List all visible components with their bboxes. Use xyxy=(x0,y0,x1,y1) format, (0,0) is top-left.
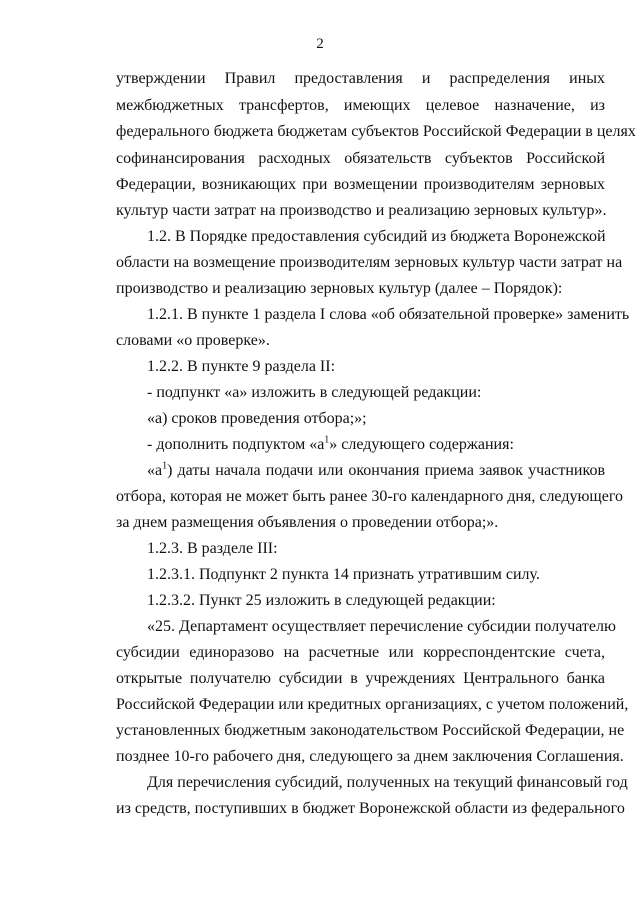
text-fragment: » следующего содержания: xyxy=(329,436,514,453)
text-line: установленных бюджетным законодательством Российской Федерации, не xyxy=(116,722,625,739)
text-line: субсидии единоразово на расчетные или корреспондентские счета, xyxy=(116,644,605,661)
text-line: Российской Федерации или кредитных организациях, с учетом положений, xyxy=(116,696,629,713)
text-line xyxy=(147,461,605,481)
text-fragment: ) даты начала подачи или окончания приема заявок участников xyxy=(167,462,605,479)
text-line: из средств, поступивших в бюджет Воронежской области из федерального xyxy=(116,800,625,817)
text-line: межбюджетных трансфертов, имеющих целевое назначение, из xyxy=(116,97,605,114)
text-fragment: «а xyxy=(147,462,163,479)
text-line: отбора, которая не может быть ранее 30-го календарного дня, следующего xyxy=(116,488,623,505)
text-line: культур части затрат на производство и реализацию зерновых культур». xyxy=(116,202,607,219)
text-line: Для перечисления субсидий, полученных на текущий финансовый год xyxy=(147,774,628,791)
text-line: 1.2. В Порядке предоставления субсидий из бюджета Воронежской xyxy=(147,228,606,245)
text-line: словами «о проверке». xyxy=(116,332,270,349)
superscript: 1 xyxy=(162,460,168,472)
text-line: 1.2.3.1. Подпункт 2 пункта 14 признать утратившим силу. xyxy=(147,566,540,583)
text-line: открытые получателю субсидии в учреждениях Центрального банка xyxy=(116,670,605,687)
text-line: позднее 10-го рабочего дня, следующего за днем заключения Соглашения. xyxy=(116,748,624,765)
page-number: 2 xyxy=(316,36,324,52)
text-line: Федерации, возникающих при возмещении производителям зерновых xyxy=(116,176,605,193)
text-fragment: - дополнить подпуктом «а xyxy=(147,436,325,453)
text-line: 1.2.2. В пункте 9 раздела II: xyxy=(147,358,336,375)
text-line: «а) сроков проведения отбора;»; xyxy=(147,410,367,427)
text-line: утверждении Правил предоставления и распределения иных xyxy=(116,70,605,87)
text-line: за днем размещения объявления о проведении отбора;». xyxy=(116,514,499,531)
text-line: области на возмещение производителям зерновых культур части затрат на xyxy=(116,254,623,271)
text-line: - подпункт «а» изложить в следующей редакции: xyxy=(147,384,482,401)
text-line: 1.2.3. В разделе III: xyxy=(147,540,278,557)
text-line: 1.2.3.2. Пункт 25 изложить в следующей редакции: xyxy=(147,592,496,609)
text-line xyxy=(147,435,605,455)
text-line: «25. Департамент осуществляет перечисление субсидии получателю xyxy=(147,618,616,635)
text-line: производство и реализацию зерновых культур (далее – Порядок): xyxy=(116,280,563,297)
text-line: федерального бюджета бюджетам субъектов Российской Федерации в целях xyxy=(116,123,636,140)
text-line: 1.2.1. В пункте 1 раздела I слова «об обязательной проверке» заменить xyxy=(147,306,630,323)
text-line: софинансирования расходных обязательств субъектов Российской xyxy=(116,150,605,167)
superscript: 1 xyxy=(324,434,330,446)
